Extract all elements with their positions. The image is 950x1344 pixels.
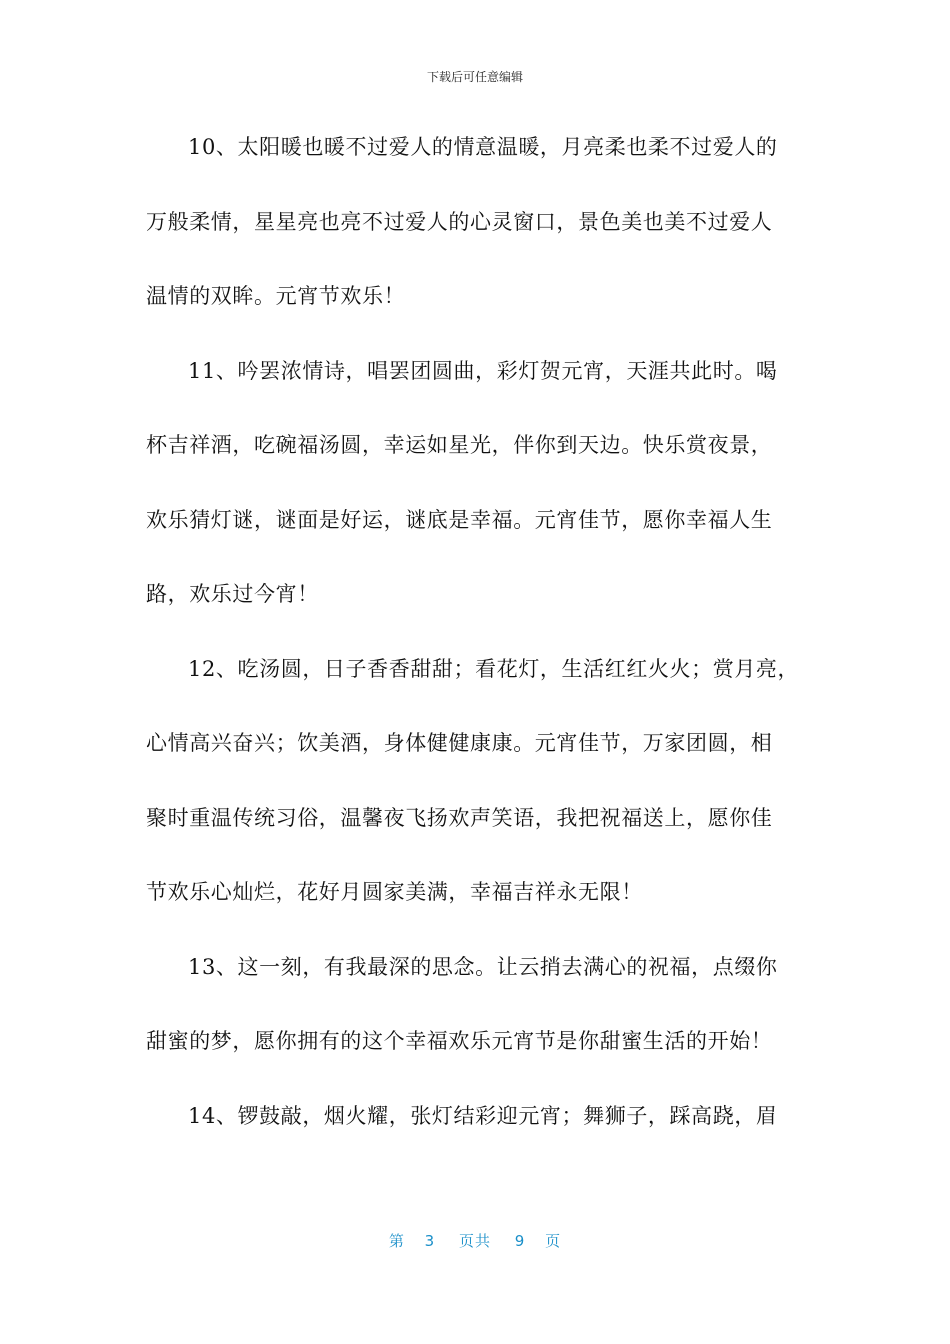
footer-middle: 页共 (458, 1232, 491, 1250)
paragraph-line: 12、吃汤圆，日子香香甜甜；看花灯，生活红红火火；赏月亮， (188, 656, 800, 681)
paragraph-line: 心情高兴奋兴；饮美酒，身体健健康康。元宵佳节，万家团圆，相 (146, 731, 773, 755)
document-body (146, 110, 806, 1153)
header-note: 下载后可任意编辑 (426, 70, 523, 84)
paragraph-line: 万般柔情，星星亮也亮不过爱人的心灵窗口，景色美也美不过爱人 (146, 209, 773, 234)
paragraph-line: 节欢乐心灿烂，花好月圆家美满，幸福吉祥永无限！ (146, 880, 643, 904)
paragraph-line: 欢乐猜灯谜，谜面是好运，谜底是幸福。元宵佳节，愿你幸福人生 (146, 507, 773, 532)
page-footer (0, 1230, 950, 1251)
paragraph-line: 甜蜜的梦，愿你拥有的这个幸福欢乐元宵节是你甜蜜生活的开始！ (146, 1029, 773, 1053)
paragraph-line: 温情的双眸。元宵节欢乐！ (146, 284, 406, 308)
paragraph-line: 14、锣鼓敲，烟火耀，张灯结彩迎元宵；舞狮子，踩高跷，眉 (188, 1103, 778, 1128)
paragraph-line: 10、太阳暖也暖不过爱人的情意温暖，月亮柔也柔不过爱人的 (188, 135, 778, 159)
paragraph-line: 聚时重温传统习俗，温馨夜飞扬欢声笑语，我把祝福送上，愿你佳 (146, 805, 773, 830)
footer-prefix: 第 (388, 1232, 405, 1250)
paragraph-line: 11、吟罢浓情诗，唱罢团圆曲，彩灯贺元宵，天涯共此时。喝 (188, 358, 778, 383)
paragraph-line: 杯吉祥酒，吃碗福汤圆，幸运如星光，伴你到天边。快乐赏夜景， (146, 433, 773, 457)
total-page-count: 9 (514, 1232, 526, 1250)
paragraph-line: 路，欢乐过今宵！ (146, 582, 319, 606)
current-page-number: 3 (424, 1232, 436, 1250)
paragraph-line: 13、这一刻，有我最深的思念。让云捎去满心的祝福，点缀你 (188, 954, 778, 979)
footer-suffix: 页 (545, 1232, 562, 1250)
